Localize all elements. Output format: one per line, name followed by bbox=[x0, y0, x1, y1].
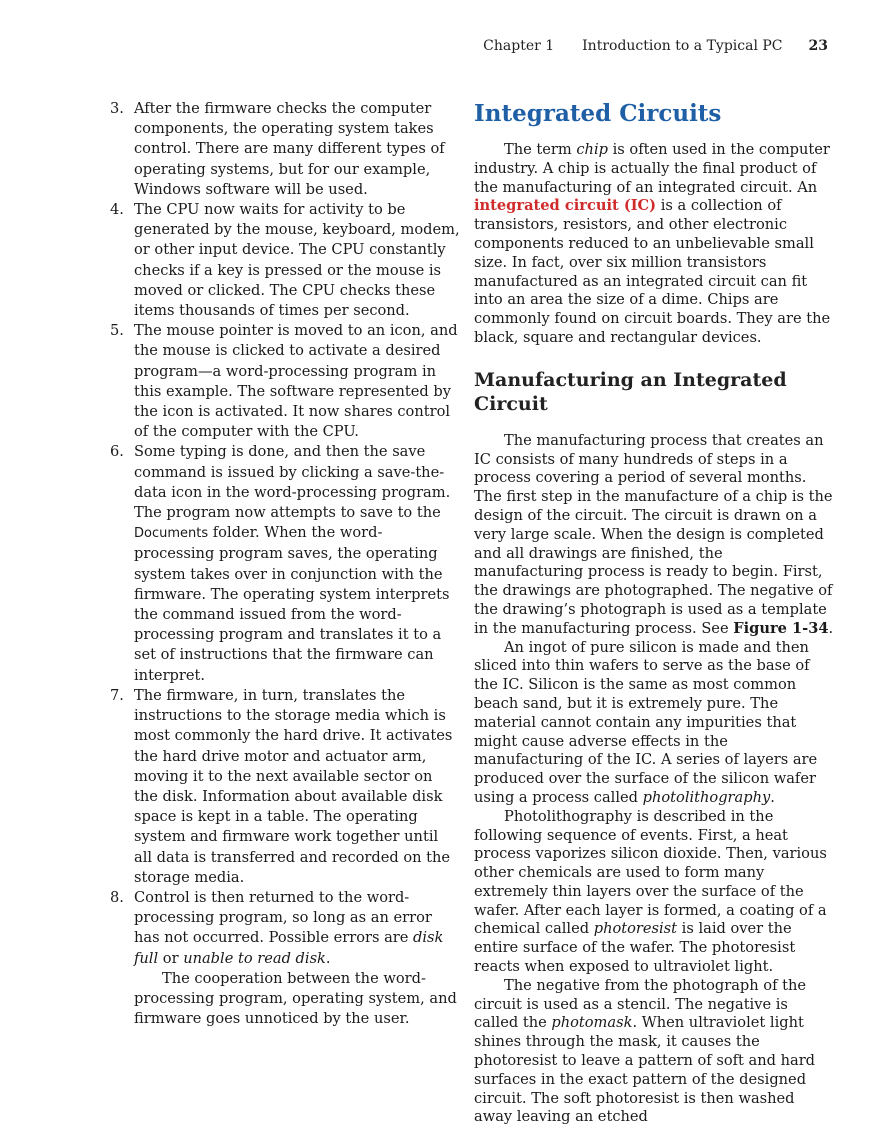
step-text: The mouse pointer is moved to an icon, and the mouse is clicked to activate a desired program—a word-processing program in this example. The software represented by the icon is activated. It now shares control of the computer with the CPU. bbox=[134, 322, 458, 441]
text-run: . bbox=[828, 619, 834, 637]
error-term: disk full bbox=[134, 929, 444, 967]
text-run: is laid over the entire surface of the wafer. The photoresist reacts when exposed to ultraviolet light. bbox=[474, 920, 796, 976]
step-number: 5. bbox=[110, 322, 124, 340]
paragraph bbox=[474, 808, 834, 977]
step-text: The firmware, in turn, translates the instructions to the storage media which is most commonly the hard drive. It activates the hard drive motor and actuator arm, moving it to the next available sector on the disk. Information about available disk space is kept in a table. The operating system and firmware work together until all data is transferred and recorded on the storage media. bbox=[134, 686, 453, 886]
subsection-heading: Manufacturing an Integrated Circuit bbox=[474, 368, 787, 415]
list-item bbox=[110, 99, 460, 200]
italic-term: photolithography bbox=[642, 788, 771, 806]
paragraph bbox=[474, 432, 834, 639]
error-term: unable to read disk bbox=[183, 949, 326, 967]
figure-reference: Figure 1-34 bbox=[733, 619, 829, 637]
text-run: An ingot of pure silicon is made and then sliced into thin wafers to serve as the base of the IC. Silicon is the same as most common beach sand, but it is extremely pure. The material cannot contain any impurities that might cause adverse effects in the manufacturing of the IC. A series of layers are produced over the surface of the silicon wafer using a process called bbox=[474, 638, 818, 806]
text-run: The term bbox=[504, 141, 577, 158]
step-number: 7. bbox=[110, 686, 124, 704]
paragraph bbox=[474, 141, 834, 348]
text-run: The negative from the photograph of the circuit is used as a stencil. The negative is called the bbox=[474, 976, 807, 1032]
paragraph bbox=[474, 639, 834, 808]
step-text: Some typing is done, and then the save command is issued by clicking a save-the-data icon in the word-processing program. The program now attempts to save to the bbox=[134, 443, 451, 522]
page-number: 23 bbox=[808, 38, 828, 54]
text-run: The manufacturing process that creates an IC consists of many hundreds of steps in a process covering a period of several months. The first step in the manufacture of a chip is the design of the circuit. The circuit is drawn on a very large scale. When the design is completed and all drawings are finished, the manufacturing process is ready to begin. First, the drawings are photographed. The negative of the drawing’s photograph is used as a template in the manufacturing process. See bbox=[474, 431, 833, 637]
italic-term: chip bbox=[576, 141, 608, 158]
list-item bbox=[110, 200, 460, 321]
step-text: folder. When the word-processing program saves, the operating system takes over in conjunction with the firmware. The operating system interprets the command issued from the word-processing program and translates it to a set of instructions that the firmware can interpret. bbox=[134, 524, 450, 684]
folder-name: Documents bbox=[134, 526, 209, 542]
chapter-label: Chapter 1 bbox=[483, 38, 555, 54]
text-run: is often used in the computer industry. A chip is actually the final product of the manufacturing of an integrated circuit. An bbox=[474, 141, 830, 196]
right-column bbox=[474, 99, 834, 1127]
italic-term: photomask bbox=[551, 1014, 633, 1032]
list-item bbox=[110, 686, 460, 888]
text-run: . bbox=[770, 788, 775, 806]
left-column bbox=[110, 99, 460, 1029]
step-text: The CPU now waits for activity to be generated by the mouse, keyboard, modem, or other input device. The CPU constantly checks if a key is pressed or the mouse is moved or clicked. The CPU checks these items thousands of times per second. bbox=[134, 201, 460, 320]
step-number: 6. bbox=[110, 443, 124, 461]
italic-term: photoresist bbox=[593, 920, 678, 938]
step-number: 8. bbox=[110, 888, 124, 906]
closing-paragraph: The cooperation between the word-processing program, operating system, and firmware goes unnoticed by the user. bbox=[134, 969, 457, 1028]
step-text: . bbox=[325, 949, 331, 967]
text-run: is a collection of transistors, resistors, and other electronic components reduced to an unbelievable small size. In fact, over six million transistors manufactured as an integrated circuit can fit into an area the size of a dime. Chips are commonly found on circuit boards. They are the black, square and rectangular devices. bbox=[474, 197, 831, 346]
key-term: integrated circuit (IC) bbox=[474, 197, 657, 215]
list-item bbox=[110, 321, 460, 442]
text-run: Photolithography is described in the following sequence of events. First, a heat process vaporizes silicon dioxide. Then, various other chemicals are used to form many extremely thin layers over the surface of the wafer. After each layer is formed, a coating of a chemical called bbox=[474, 807, 827, 938]
steps-list bbox=[110, 99, 460, 969]
section-heading: Integrated Circuits bbox=[474, 100, 722, 127]
text-run: . When ultraviolet light shines through the mask, it causes the photoresist to leave a pattern of soft and hard surfaces in the exact pattern of the designed circuit. The soft photoresist is then washed away leaving an etched bbox=[474, 1014, 816, 1126]
step-number: 3. bbox=[110, 100, 124, 117]
list-item bbox=[110, 442, 460, 685]
running-header bbox=[483, 38, 828, 54]
list-item bbox=[110, 888, 460, 969]
chapter-title: Introduction to a Typical PC bbox=[582, 38, 783, 54]
paragraph bbox=[474, 977, 834, 1127]
step-number: 4. bbox=[110, 201, 124, 219]
step-text: Control is then returned to the word-processing program, so long as an error has not occurred. Possible errors are bbox=[134, 888, 432, 947]
step-text: or bbox=[158, 949, 184, 967]
step-text: After the firmware checks the computer components, the operating system takes control. There are many different types of operating systems, but for our example, Windows software will be used. bbox=[134, 100, 445, 198]
